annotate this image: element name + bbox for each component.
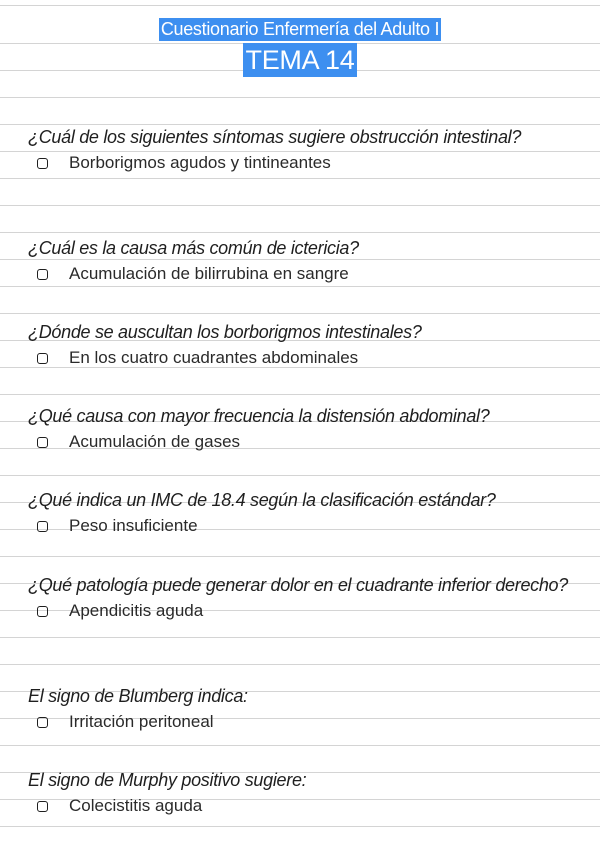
question-text: ¿Qué indica un IMC de 18.4 según la clasificación estándar? [28,490,496,510]
question-block-3 [0,319,600,371]
question-text: El signo de Murphy positivo sugiere: [28,770,307,790]
answer-text: Apendicitis aguda [69,601,204,620]
question-block-8 [0,767,600,819]
answer-text: Peso insuficiente [69,516,198,535]
question-block-7 [0,683,600,735]
document-title: TEMA 14 [243,43,358,77]
answer-text: Borborigmos agudos y tintineantes [69,153,331,172]
checkbox[interactable] [37,437,48,448]
question-text: ¿Cuál de los siguientes síntomas sugiere obstrucción intestinal? [28,127,522,147]
answer-row [37,345,600,371]
answer-row [37,429,600,455]
checkbox[interactable] [37,269,48,280]
answer-row [37,261,600,287]
checkbox[interactable] [37,717,48,728]
checkbox[interactable] [37,521,48,532]
question-text: ¿Qué causa con mayor frecuencia la distensión abdominal? [28,406,490,426]
answer-row [37,150,600,176]
answer-row [37,513,600,539]
answer-text: Acumulación de bilirrubina en sangre [69,264,349,283]
answer-row [37,793,600,819]
question-text: ¿Qué patología puede generar dolor en el cuadrante inferior derecho? [28,575,568,595]
answer-row [37,709,600,735]
question-block-2 [0,235,600,287]
question-block-1 [0,124,600,176]
question-text: ¿Dónde se auscultan los borborigmos intestinales? [28,322,422,342]
checkbox[interactable] [37,353,48,364]
answer-text: Colecistitis aguda [69,796,203,815]
answer-text: Irritación peritoneal [69,712,214,731]
answer-row [37,598,600,624]
question-block-4 [0,403,600,455]
answer-text: En los cuatro cuadrantes abdominales [69,348,359,367]
answer-text: Acumulación de gases [69,432,241,451]
checkbox[interactable] [37,606,48,617]
page-header [0,18,600,77]
question-text: El signo de Blumberg indica: [28,686,248,706]
question-block-5 [0,487,600,539]
checkbox[interactable] [37,158,48,169]
checkbox[interactable] [37,801,48,812]
question-text: ¿Cuál es la causa más común de ictericia? [28,238,359,258]
question-block-6 [0,572,600,624]
document-subtitle: Cuestionario Enfermería del Adulto I [160,19,440,39]
